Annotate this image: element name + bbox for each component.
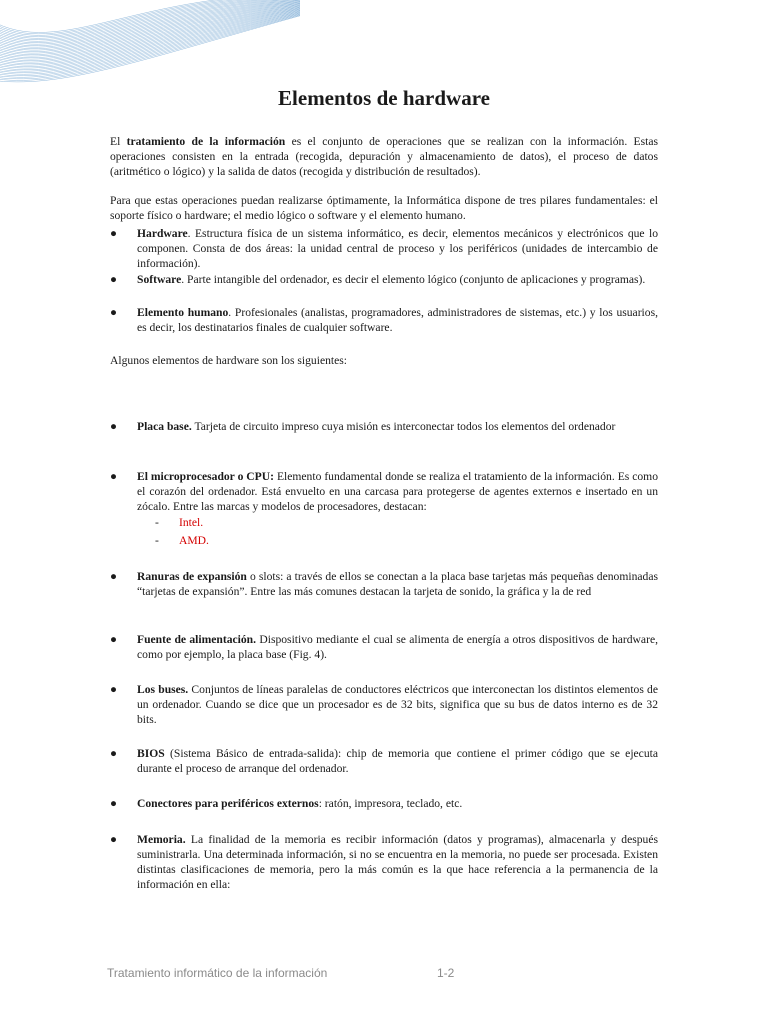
item-description: Tarjeta de circuito impreso cuya misión es interconectar todos los elementos del ordenador [191, 420, 616, 433]
bullet-icon: ● [110, 420, 118, 433]
item-term: Fuente de alimentación. [137, 633, 257, 646]
lead-paragraph: Algunos elementos de hardware son los siguientes: [110, 354, 347, 367]
list-item-hardware [110, 226, 658, 271]
bullet-icon: ● [110, 273, 118, 286]
brand-name: Intel. [179, 516, 204, 529]
footer-page-number: 1-2 [437, 966, 455, 980]
item-term: Ranuras de expansión [137, 570, 247, 583]
item-term-secondary: o slots [246, 570, 281, 583]
list-item-buses [110, 682, 658, 727]
item-term: Software [137, 273, 182, 286]
item-description: . Parte intangible del ordenador, es decir el elemento lógico (conjunto de aplicaciones y programas). [181, 273, 646, 286]
wave-line [0, 0, 300, 43]
bullet-icon: ● [110, 570, 118, 583]
item-description: . Estructura física de un sistema informático, es decir, elementos mecánicos y electrónicos que lo componen. Consta de dos áreas: la unidad central de proceso y los periféricos (unidades de intercambio de información). [137, 227, 658, 270]
list-item-human [110, 305, 658, 335]
bullet-icon: ● [110, 227, 118, 240]
bullet-icon: ● [110, 747, 118, 760]
intro-text-rest: es el conjunto de operaciones que se realizan con la información. Estas operaciones consisten en la entrada (recogida, depuración y almacenamiento de datos), el proceso de datos (aritmético o lógico) y la salida de datos (recogida y distribución de resultados). [110, 135, 659, 178]
bullet-icon: ● [110, 470, 118, 483]
footer-document-title: Tratamiento informático de la información [107, 966, 328, 980]
list-item-expansion-slots [110, 569, 658, 599]
item-term: Placa base. [137, 420, 192, 433]
bullet-icon: ● [110, 633, 118, 646]
item-term: Elemento humano [137, 306, 229, 319]
item-description: (Sistema Básico de entrada-salida): chip de memoria que contiene el primer código que se ejecuta durante el proceso de arranque del ordenador. [137, 747, 658, 775]
item-description: : a través de ellos se conectan a la placa base tarjetas más pequeñas denominadas “tarjetas de expansión”. Entre las más comunes destacan la tarjeta de sonido, la gráfica y la de red [137, 570, 658, 598]
dash-marker: - [155, 516, 159, 529]
intro-term: tratamiento de la información [126, 135, 286, 148]
intro-paragraph [110, 134, 658, 179]
item-description: : ratón, impresora, teclado, etc. [318, 797, 463, 810]
list-item-power-supply [110, 632, 658, 662]
dash-marker: - [155, 534, 159, 547]
item-term: BIOS [137, 747, 165, 760]
bullet-icon: ● [110, 306, 118, 319]
list-item-connectors [110, 796, 658, 811]
list-item-memory [110, 832, 658, 892]
item-description: Conjuntos de líneas paralelas de conductores eléctricos que interconectan los distintos elementos de un ordenador. Cuando se dice que un procesador es de 32 bits, significa que su bus de datos interno es de 32 bits. [137, 683, 658, 726]
item-term: Hardware [137, 227, 188, 240]
brand-name: AMD. [179, 534, 209, 547]
bullet-icon: ● [110, 683, 118, 696]
list-item-motherboard [110, 419, 658, 434]
item-term: Memoria. [137, 833, 186, 846]
item-description: Elemento fundamental donde se realiza el tratamiento de la información. Es como el corazón del ordenador. Está envuelto en una carcasa para protegerse de agentes externos e insertado en un zócalo. Entre las marcas y modelos de procesadores, destacan: [137, 470, 658, 513]
bullet-icon: ● [110, 833, 118, 846]
brand-item-intel [155, 515, 203, 530]
list-item-cpu [110, 469, 658, 514]
intro-text-start: El [110, 135, 127, 148]
brand-item-amd [155, 533, 209, 548]
list-item-bios [110, 746, 658, 776]
list-item-software [110, 272, 658, 287]
item-term: El microprocesador o CPU: [137, 470, 274, 483]
bullet-icon: ● [110, 797, 118, 810]
item-term: Los buses. [137, 683, 189, 696]
item-description: La finalidad de la memoria es recibir información (datos y programas), almacenarla y después suministrarla. Una determinada información, si no se encuentra en la memoria, no puede ser procesada. Existen distintas clasificaciones de memoria, pero la más común es la que hace referencia a la permanencia de la información en ella: [137, 833, 658, 891]
page-title: Elementos de hardware [278, 86, 490, 110]
item-description: Dispositivo mediante el cual se alimenta de energía a otros dispositivos de hardware, como por ejemplo, la placa base (Fig. 4). [137, 633, 658, 661]
item-term: Conectores para periféricos externos [137, 797, 319, 810]
pillars-paragraph: Para que estas operaciones puedan realizarse óptimamente, la Informática dispone de tres pilares fundamentales: el soporte físico o hardware; el medio lógico o software y el elemento humano. [110, 194, 658, 222]
item-description: . Profesionales (analistas, programadores, administradores de sistemas, etc.) y los usuarios, es decir, los destinatarios finales de cualquier software. [137, 306, 658, 334]
